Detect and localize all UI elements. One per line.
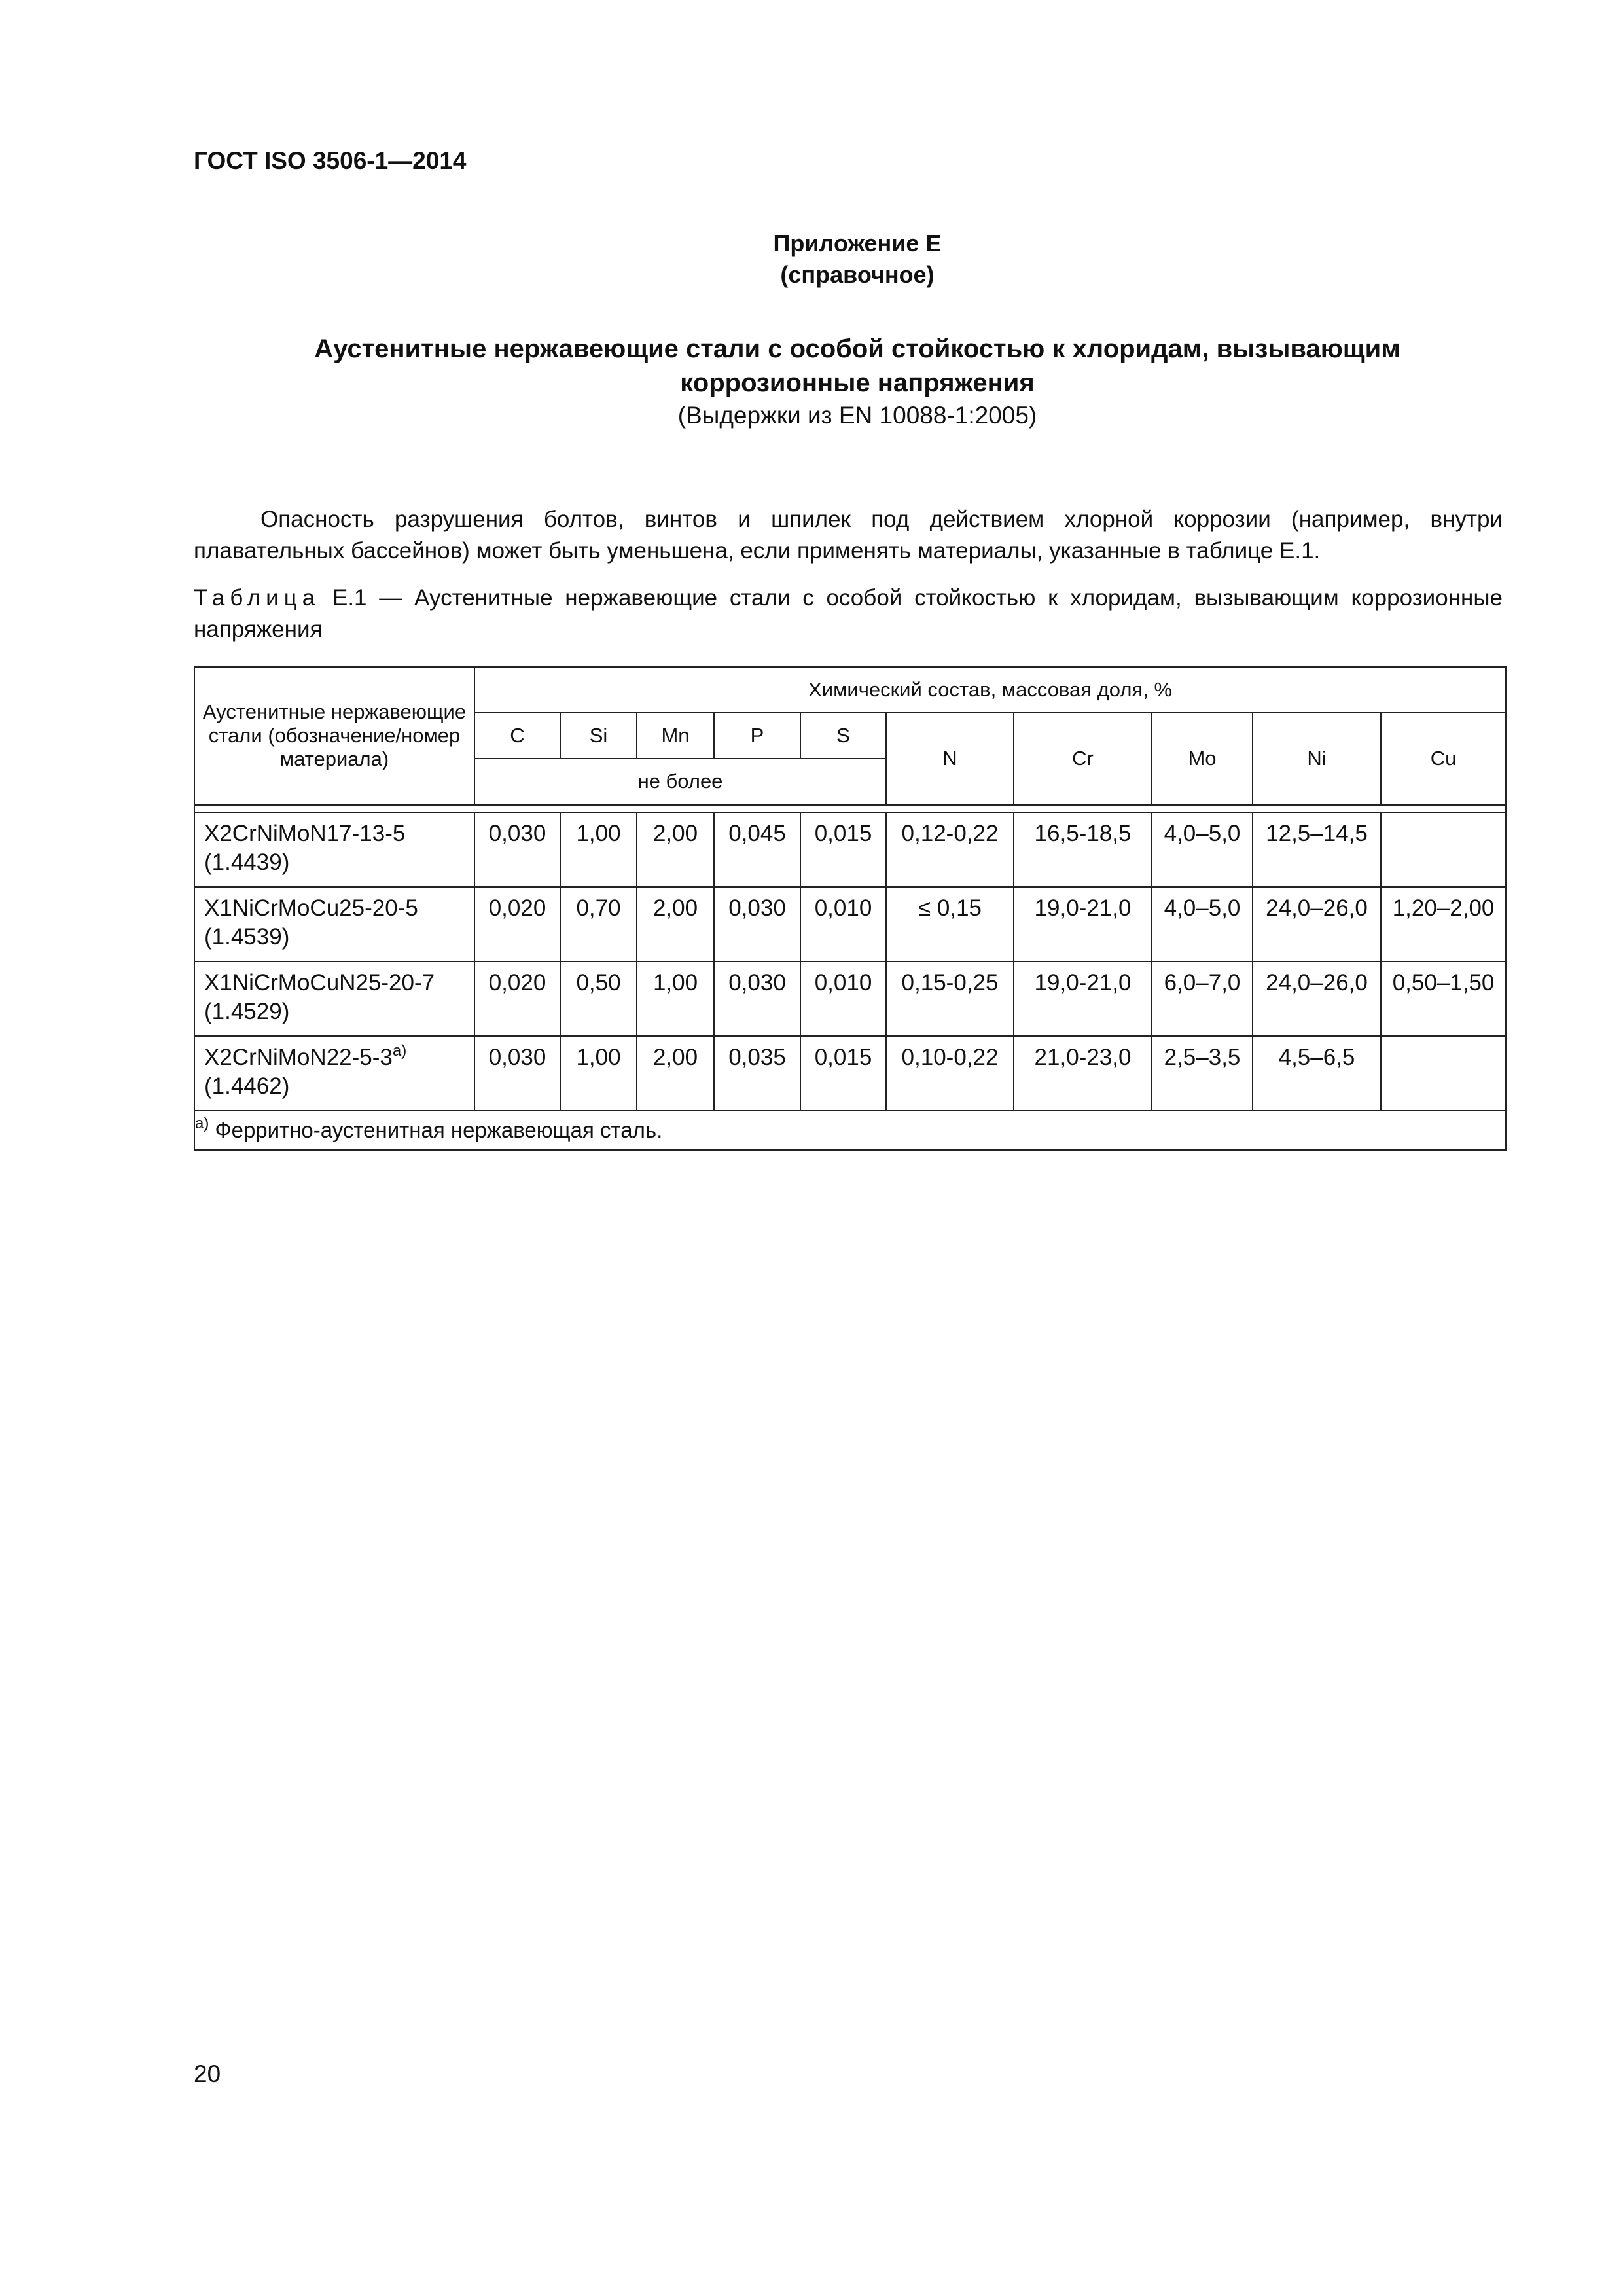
value-cell-p: 0,035 — [714, 1036, 800, 1111]
element-header-n: N — [886, 713, 1014, 805]
value-cell-ni: 24,0–26,0 — [1253, 887, 1381, 961]
value-cell-n: ≤ 0,15 — [886, 887, 1014, 961]
value-cell-mo: 4,0–5,0 — [1152, 887, 1253, 961]
value-cell-cu: 0,50–1,50 — [1381, 961, 1506, 1036]
value-cell-mo: 2,5–3,5 — [1152, 1036, 1253, 1111]
table-row — [194, 812, 1506, 887]
value-cell-cu: 1,20–2,00 — [1381, 887, 1506, 961]
table-caption — [194, 583, 1503, 645]
value-cell-mo: 4,0–5,0 — [1152, 812, 1253, 887]
value-cell-cr: 16,5-18,5 — [1014, 812, 1152, 887]
element-header-cr: Cr — [1014, 713, 1152, 805]
material-number: (1.4462) — [204, 1073, 290, 1099]
page-number: 20 — [194, 2060, 221, 2087]
value-cell-cu — [1381, 812, 1506, 887]
steel-grade-name: X1NiCrMoCuN25-20-7 — [204, 970, 435, 996]
footnote-mark: a) — [195, 1115, 209, 1132]
value-cell-c: 0,020 — [474, 887, 560, 961]
chem-composition-header: Химический состав, массовая доля, % — [474, 667, 1506, 713]
element-header-p: P — [714, 713, 800, 759]
heading-source: (Выдержки из EN 10088-1:2005) — [677, 402, 1037, 429]
annex-heading — [0, 332, 1623, 431]
value-cell-c: 0,030 — [474, 812, 560, 887]
value-cell-mn: 2,00 — [637, 812, 714, 887]
table-caption-text: Е.1 — Аустенитные нержавеющие стали с особой стойкостью к хлоридам, вызывающим коррозионные напряжения — [194, 585, 1503, 642]
steel-grade-cell — [194, 961, 474, 1036]
value-cell-s: 0,010 — [800, 887, 886, 961]
table-footnote — [194, 1111, 1506, 1150]
element-header-si: Si — [560, 713, 637, 759]
max-limit-label: не более — [474, 759, 886, 805]
value-cell-s: 0,010 — [800, 961, 886, 1036]
value-cell-ni: 4,5–6,5 — [1253, 1036, 1381, 1111]
value-cell-cr: 19,0-21,0 — [1014, 887, 1152, 961]
value-cell-si: 0,70 — [560, 887, 637, 961]
document-code: ГОСТ ISO 3506-1—2014 — [194, 147, 467, 174]
value-cell-c: 0,020 — [474, 961, 560, 1036]
value-cell-mn: 2,00 — [637, 1036, 714, 1111]
element-header-mn: Mn — [637, 713, 714, 759]
element-header-c: C — [474, 713, 560, 759]
material-number: (1.4439) — [204, 850, 290, 875]
value-cell-si: 0,50 — [560, 961, 637, 1036]
table-caption-label: Таблица — [194, 585, 321, 611]
table-row — [194, 1036, 1506, 1111]
steel-grade-cell — [194, 1036, 474, 1111]
element-header-cu: Cu — [1381, 713, 1506, 805]
value-cell-mo: 6,0–7,0 — [1152, 961, 1253, 1036]
table-row — [194, 961, 1506, 1036]
annex-label: Приложение Е — [773, 230, 942, 257]
value-cell-c: 0,030 — [474, 1036, 560, 1111]
value-cell-ni: 24,0–26,0 — [1253, 961, 1381, 1036]
element-header-ni: Ni — [1253, 713, 1381, 805]
material-number: (1.4529) — [204, 999, 290, 1024]
value-cell-si: 1,00 — [560, 812, 637, 887]
value-cell-s: 0,015 — [800, 812, 886, 887]
value-cell-mn: 2,00 — [637, 887, 714, 961]
value-cell-n: 0,10-0,22 — [886, 1036, 1014, 1111]
steel-grade-cell — [194, 812, 474, 887]
footnote-ref: a) — [392, 1042, 407, 1060]
heading-line-2: коррозионные напряжения — [680, 368, 1035, 397]
heading-line-1: Аустенитные нержавеющие стали с особой стойкостью к хлоридам, вызывающим — [314, 334, 1400, 363]
header-separator — [194, 805, 1506, 812]
steel-grade-name: X2CrNiMoN22-5-3 — [204, 1045, 393, 1070]
value-cell-s: 0,015 — [800, 1036, 886, 1111]
value-cell-p: 0,030 — [714, 961, 800, 1036]
steel-composition-table — [194, 666, 1507, 1151]
value-cell-cr: 21,0-23,0 — [1014, 1036, 1152, 1111]
value-cell-n: 0,12-0,22 — [886, 812, 1014, 887]
value-cell-p: 0,045 — [714, 812, 800, 887]
value-cell-mn: 1,00 — [637, 961, 714, 1036]
value-cell-ni: 12,5–14,5 — [1253, 812, 1381, 887]
annex-title — [0, 228, 1623, 291]
element-header-mo: Mo — [1152, 713, 1253, 805]
steel-grade-cell — [194, 887, 474, 961]
steel-grade-name: X2CrNiMoN17-13-5 — [204, 821, 406, 846]
material-number: (1.4539) — [204, 924, 290, 950]
value-cell-si: 1,00 — [560, 1036, 637, 1111]
value-cell-cu — [1381, 1036, 1506, 1111]
footnote-text: Ферритно-аустенитная нержавеющая сталь. — [215, 1118, 663, 1142]
annex-type: (справочное) — [780, 261, 935, 288]
grade-column-header: Аустенитные нержавеющие стали (обозначение/номер материала) — [194, 667, 474, 805]
value-cell-cr: 19,0-21,0 — [1014, 961, 1152, 1036]
value-cell-n: 0,15-0,25 — [886, 961, 1014, 1036]
element-header-s: S — [800, 713, 886, 759]
value-cell-p: 0,030 — [714, 887, 800, 961]
table-row — [194, 887, 1506, 961]
steel-grade-name: X1NiCrMoCu25-20-5 — [204, 895, 418, 921]
intro-paragraph: Опасность разрушения болтов, винтов и шпилек под действием хлорной коррозии (например, внутри плавательных бассейнов) может быть уменьшена, если применять материалы, указанные в таблице Е.1. — [194, 507, 1503, 564]
